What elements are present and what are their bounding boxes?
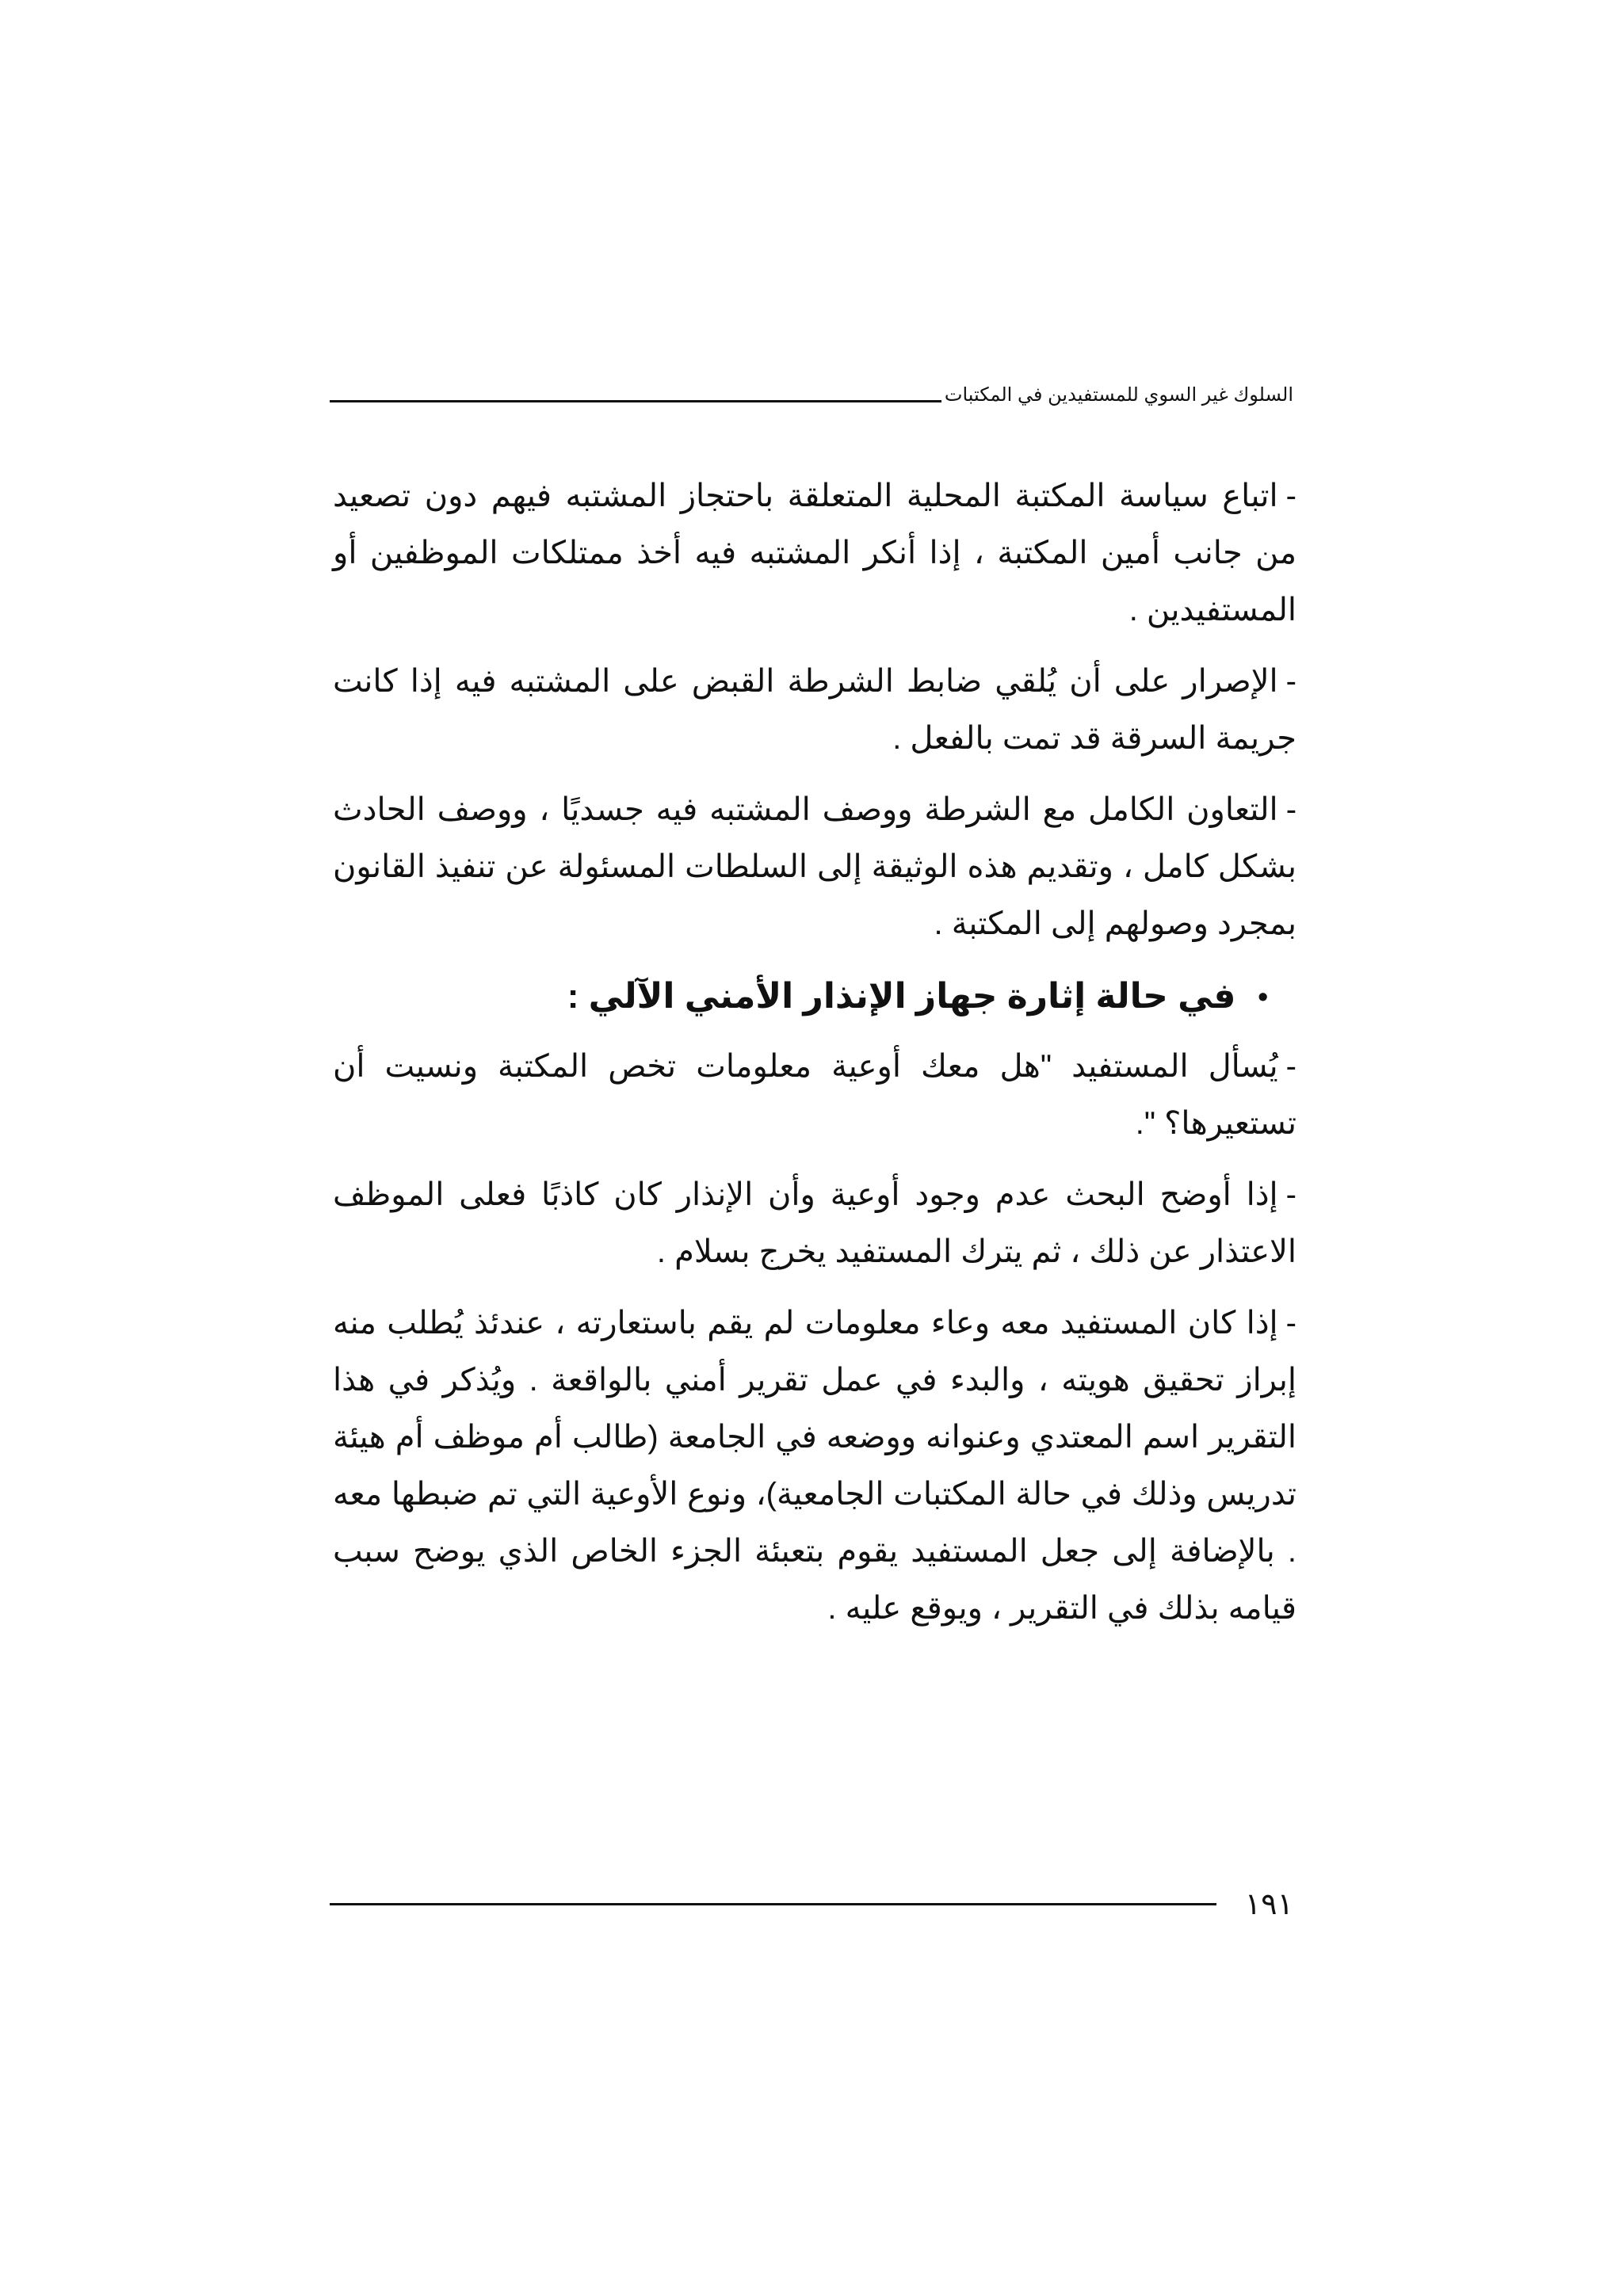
list-dash: - [1285,792,1297,827]
section-heading-text: في حالة إثارة جهاز الإنذار الأمني الآلي : [567,977,1236,1016]
list-dash: - [1285,479,1296,513]
running-header [330,376,1293,407]
section-heading [333,967,1296,1027]
page-number: ١٩١ [1244,1887,1293,1921]
list-dash: - [1285,664,1296,699]
paragraph-text: اتباع سياسة المكتبة المحلية المتعلقة باحتجاز المشتبه فيهم دون تصعيد من جانب أمين المكتبة ، إذا أنكر المشتبه فيه أخذ ممتلكات الموظفين أو المستفيدين . [333,479,1296,627]
list-dash: - [1285,1049,1296,1084]
list-item [333,1295,1296,1637]
paragraph-text: إذا كان المستفيد معه وعاء معلومات لم يقم باستعارته ، عندئذ يُطلب منه إبراز تحقيق هويته ، والبدء في عمل تقرير أمني بالواقعة . ويُذكر في هذا التقرير اسم المعتدي وعنوانه ووضعه في الجامعة (طالب أم موظف أم هيئة تدريس وذلك في حالة المكتبات الجامعية)، ونوع الأوعية التي تم ضبطها معه . بالإضافة إلى جعل المستفيد يقوم بتعبئة الجزء الخاص الذي يوضح سبب قيامه بذلك في التقرير ، ويوقع عليه . [333,1306,1297,1626]
paragraph-text: إذا أوضح البحث عدم وجود أوعية وأن الإنذار كان كاذبًا فعلى الموظف الاعتذار عن ذلك ، ثم يترك المستفيد يخرج بسلام . [333,1177,1296,1269]
running-header-title: السلوك غير السوي للمستفيدين في المكتبات [944,384,1293,406]
bullet-icon: • [1258,980,1268,1013]
footer-rule [330,1903,1216,1905]
paragraph-text: التعاون الكامل مع الشرطة ووصف المشتبه فيه جسديًا ، ووصف الحادث بشكل كامل ، وتقديم هذه الوثيقة إلى السلطات المسئولة عن تنفيذ القانون بمجرد وصولهم إلى المكتبة . [333,792,1296,941]
paragraph-text: يُسأل المستفيد "هل معك أوعية معلومات تخص المكتبة ونسيت أن تستعيرها؟ ". [333,1049,1296,1141]
header-rule [330,400,941,402]
list-item [333,467,1296,639]
list-dash: - [1285,1306,1296,1341]
list-item [333,1166,1296,1280]
list-item [333,653,1296,767]
list-item [333,1038,1296,1152]
paragraph-text: الإصرار على أن يُلقي ضابط الشرطة القبض على المشتبه فيه إذا كانت جريمة السرقة قد تمت بالفعل . [333,664,1296,756]
list-item [333,781,1296,952]
page-footer [330,1884,1293,1924]
page-body [333,467,1296,1651]
list-dash: - [1285,1177,1296,1212]
